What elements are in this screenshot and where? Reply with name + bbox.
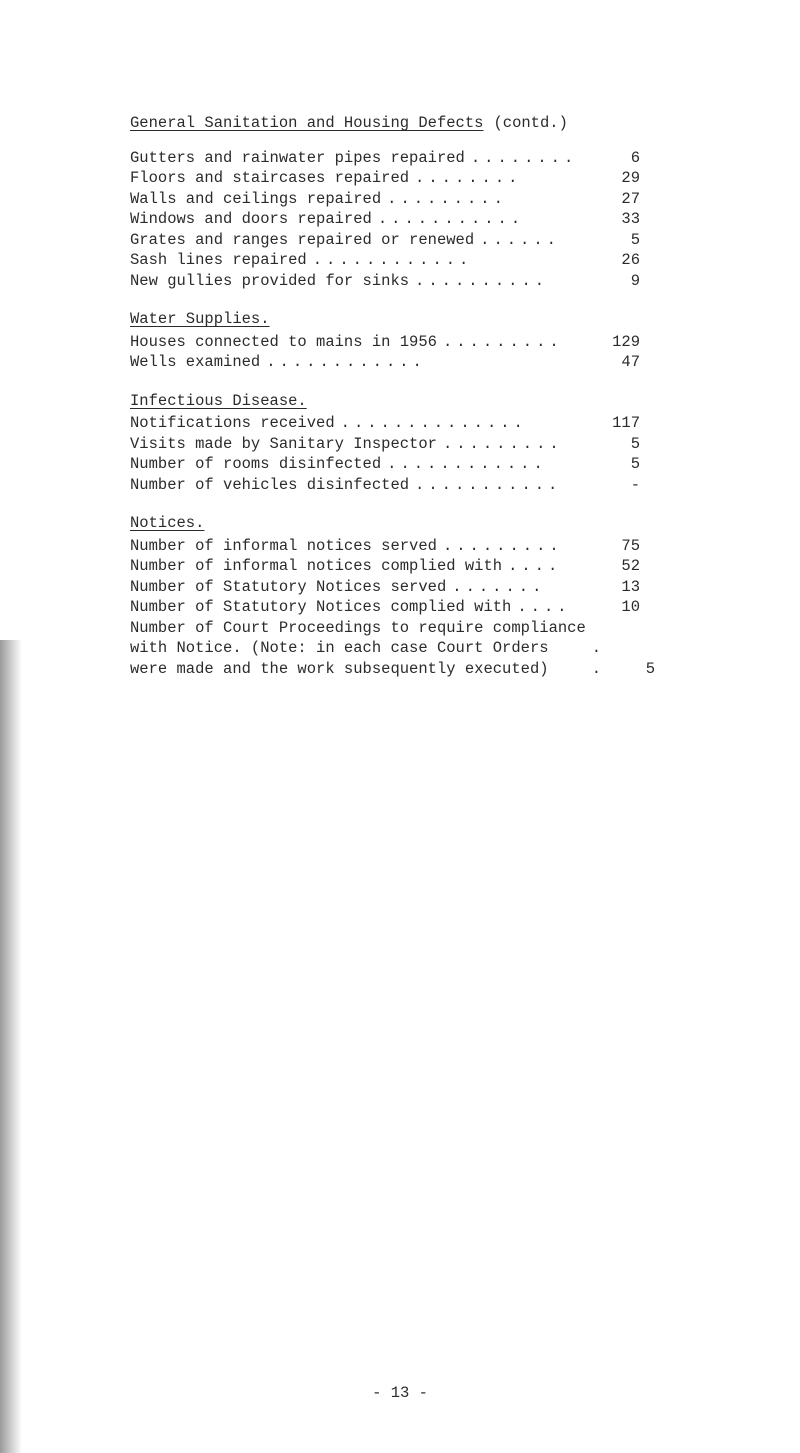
court-line-3: were made and the work subsequently executed) (130, 659, 549, 678)
list-item: Notifications received .............. 117 (130, 414, 640, 432)
court-line-1: Number of Court Proceedings to require compliance (130, 618, 586, 637)
list-item: Gutters and rainwater pipes repaired ........ 6 (130, 148, 640, 167)
infectious-disease-section (130, 391, 640, 496)
list-item: Number of Statutory Notices served ....... 13 (130, 577, 640, 596)
court-line-2: with Notice. (Note: in each case Court Orders (130, 639, 549, 657)
heading-title: General Sanitation and Housing Defects (130, 114, 484, 132)
notices-title: Notices. (130, 514, 205, 532)
list-item: Number of informal notices complied with .... 52 (130, 557, 640, 575)
list-item: Windows and doors repaired ........... 33 (130, 210, 640, 228)
list-item: Houses connected to mains in 1956 ......... 129 (130, 332, 640, 351)
water-supplies-title: Water Supplies. (130, 310, 270, 328)
notices-section (130, 513, 656, 679)
defects-list (130, 148, 640, 292)
list-item: Grates and ranges repaired or renewed ...... 5 (130, 230, 640, 249)
document-page (130, 113, 656, 697)
court-proceedings-item: Number of Court Proceedings to require compliance with Notice. (Note: in each case Court Orders were made and the work subsequently executed) . . 5 (130, 618, 656, 678)
list-item: Visits made by Sanitary Inspector ......... 5 (130, 434, 640, 453)
water-supplies-section (130, 309, 640, 373)
scan-edge-shadow (0, 640, 22, 1453)
court-value: 5 (645, 659, 656, 678)
list-item: Walls and ceilings repaired ......... 27 (130, 189, 640, 208)
list-item: Number of Statutory Notices complied with .... 10 (130, 598, 640, 616)
list-item: Number of vehicles disinfected ........... - (130, 475, 640, 494)
list-item: Wells examined ............ 47 (130, 353, 640, 371)
list-item: New gullies provided for sinks .......... 9 (130, 271, 640, 290)
list-item: Number of rooms disinfected ............ 5 (130, 455, 640, 473)
list-item: Number of informal notices served ......... 75 (130, 536, 640, 555)
list-item: Floors and staircases repaired ........ 29 (130, 169, 640, 187)
heading-suffix: (contd.) (493, 114, 568, 132)
section-heading (130, 113, 640, 134)
page-number: - 13 - (372, 1384, 428, 1402)
list-item: Sash lines repaired ............ 26 (130, 251, 640, 269)
infectious-disease-title: Infectious Disease. (130, 391, 307, 410)
